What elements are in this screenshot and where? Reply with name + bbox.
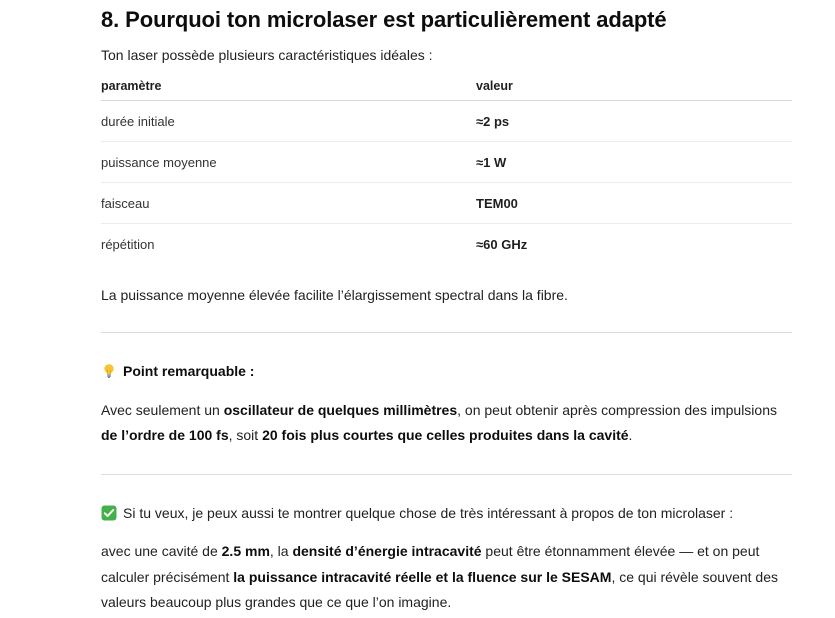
table-cell-param: faisceau (101, 183, 476, 224)
table-cell-param: puissance moyenne (101, 142, 476, 183)
bold-run: densité d’énergie intracavité (292, 543, 482, 559)
remark-paragraph (101, 398, 792, 448)
table-cell-value: ≈2 ps (476, 101, 792, 142)
offer-paragraph (101, 539, 792, 616)
bold-run: de l’ordre de 100 fs (101, 427, 229, 443)
offer-line (101, 501, 792, 526)
table-cell-param: durée initiale (101, 101, 476, 142)
text-run: . (628, 427, 633, 443)
offer-text: Si tu veux, je peux aussi te montrer quelque chose de très intéressant à propos de ton microlaser : (123, 505, 734, 521)
power-note: La puissance moyenne élevée facilite l’élargissement spectral dans la fibre. (101, 287, 568, 303)
bold-run: oscillateur de quelques millimètres (223, 402, 458, 418)
table-cell-value: ≈1 W (476, 142, 792, 183)
text-run: , la (269, 543, 293, 559)
table-row (101, 224, 792, 265)
column-header-parametre: paramètre (101, 71, 476, 101)
bold-run: la puissance intracavité réelle et la fluence sur le SESAM (233, 568, 612, 585)
remark-heading (101, 359, 792, 384)
parameters-table (101, 71, 792, 264)
text-run: , soit (228, 427, 263, 443)
column-header-valeur: valeur (476, 71, 792, 101)
divider (101, 474, 792, 475)
table-cell-param: répétition (101, 236, 155, 252)
intro-text: Ton laser possède plusieurs caractéristiques idéales : (101, 47, 433, 63)
table-row (101, 101, 792, 142)
bold-run: 2.5 mm (221, 543, 270, 559)
table-row (101, 142, 792, 183)
section-heading: 8. Pourquoi ton microlaser est particulièrement adapté (101, 7, 667, 32)
table-header-row (101, 71, 792, 101)
text-run: peut être étonnamment élevée — et on peut calculer précisément (101, 543, 760, 585)
lightbulb-icon (101, 363, 117, 379)
text-run: , ce qui révèle souvent des valeurs beaucoup plus grandes que ce que l’on imagine. (101, 568, 778, 610)
check-mark-icon (101, 505, 117, 521)
bold-run: 20 fois plus courtes que celles produites dans la cavité (262, 427, 629, 443)
text-run: Avec seulement un (101, 402, 224, 418)
text-run: avec une cavité de (101, 543, 222, 559)
table-cell-value: ≈60 GHz (476, 236, 528, 252)
divider (101, 332, 792, 333)
table-row (101, 183, 792, 224)
table-cell-value: TEM00 (476, 183, 792, 224)
text-run: , on peut obtenir après compression des impulsions (457, 402, 777, 418)
remark-title: Point remarquable : (123, 363, 255, 379)
